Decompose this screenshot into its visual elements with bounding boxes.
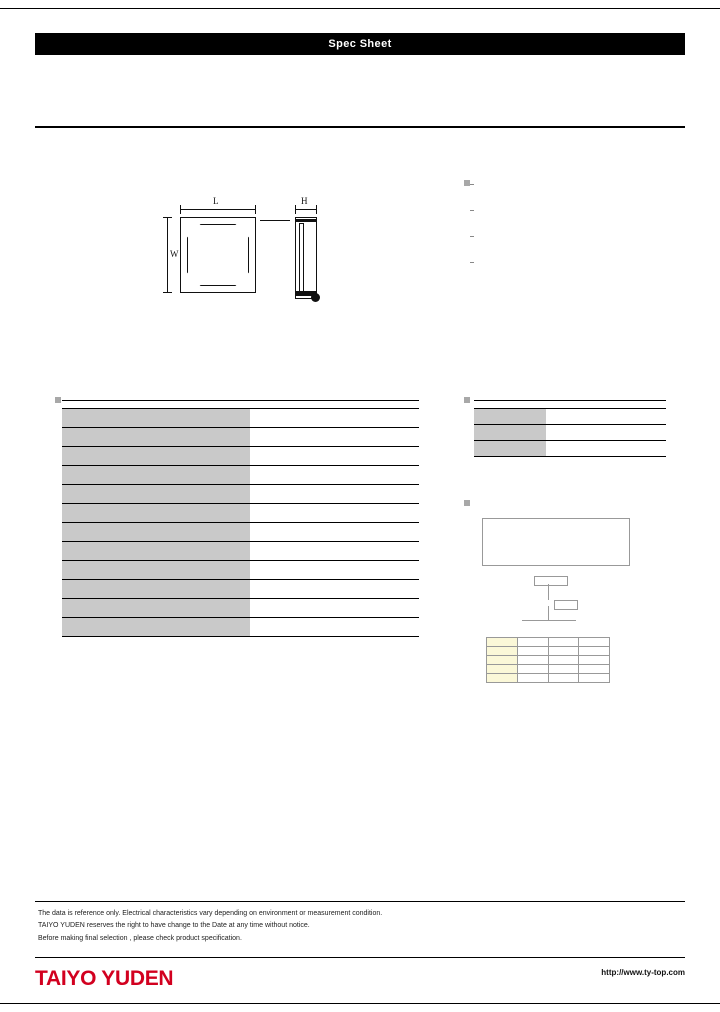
company-url[interactable]: http://www.ty-top.com (601, 968, 685, 977)
table-row (62, 599, 419, 618)
table-cell-key (62, 504, 250, 523)
flow-node (554, 600, 578, 610)
list-item (470, 202, 680, 228)
width-dim-line (167, 217, 168, 293)
table-cell-key (62, 466, 250, 485)
height-label: H (301, 196, 308, 206)
table-cell (517, 638, 548, 647)
test-conditions-box (482, 518, 630, 566)
table-cell (579, 674, 610, 683)
table-cell-value (546, 409, 666, 425)
table-cell-value (250, 599, 419, 618)
table-cell (548, 647, 579, 656)
specification-table (62, 408, 419, 637)
page-title: Spec Sheet (35, 33, 685, 55)
table-cell-value (250, 523, 419, 542)
table-row (62, 618, 419, 637)
side-view-core (299, 223, 304, 293)
footer-note-line: Before making final selection , please check product specification. (38, 934, 242, 942)
length-dim-line (180, 209, 256, 210)
table-cell (579, 665, 610, 674)
list-item (470, 228, 680, 254)
table-cell (579, 638, 610, 647)
footer-divider-top (35, 901, 685, 902)
length-label: L (213, 196, 219, 206)
table-cell-value (250, 561, 419, 580)
table-cell (487, 647, 518, 656)
table-row (487, 656, 610, 665)
process-flow-diagram (482, 572, 632, 632)
side-view-terminal (311, 293, 320, 302)
list-item (470, 254, 680, 280)
table-cell-key (62, 580, 250, 599)
header-divider (35, 126, 685, 128)
component-drawing (150, 195, 350, 330)
table-cell-value (250, 466, 419, 485)
table-cell-key (62, 618, 250, 637)
length-dim-tick-right (255, 205, 256, 214)
test-conditions-block (482, 518, 630, 566)
table-row (62, 580, 419, 599)
length-dim-tick-left (180, 205, 181, 214)
table-row (62, 523, 419, 542)
table-cell-key (62, 409, 250, 428)
table-row (487, 674, 610, 683)
table-cell-value (250, 409, 419, 428)
flow-connector (548, 606, 549, 620)
mini-table-heading-rule (474, 400, 666, 401)
table-cell (579, 647, 610, 656)
table-cell-key (62, 428, 250, 447)
spec-table-bullet (55, 397, 61, 403)
table-cell (487, 656, 518, 665)
table-cell (487, 665, 518, 674)
table-row (474, 425, 666, 441)
table-cell-key (62, 542, 250, 561)
table-cell (517, 647, 548, 656)
table-cell (487, 638, 518, 647)
table-cell-value (250, 447, 419, 466)
table-row (487, 638, 610, 647)
dash-icon (470, 262, 474, 263)
table-row (62, 447, 419, 466)
page-bottom-rule (0, 1003, 720, 1004)
side-view-pad-top (296, 219, 316, 222)
table-cell-value (250, 542, 419, 561)
company-logo: TAIYO YUDEN (35, 967, 174, 990)
table-row (62, 409, 419, 428)
flow-connector (522, 620, 576, 621)
table-cell-value (250, 485, 419, 504)
table-cell-value (546, 425, 666, 441)
view-leader-line (260, 220, 290, 221)
packaging-table (486, 637, 610, 683)
table-cell (548, 656, 579, 665)
features-list (470, 176, 680, 280)
ordering-table (474, 408, 666, 457)
height-dim-tick-right (316, 205, 317, 214)
test-block-bullet (464, 500, 470, 506)
table-cell-key (62, 485, 250, 504)
footer-disclaimer (38, 908, 678, 945)
width-dim-tick-top (163, 217, 172, 218)
table-row (487, 665, 610, 674)
table-row (487, 647, 610, 656)
table-cell (517, 674, 548, 683)
spec-table-heading-rule (62, 400, 419, 401)
flow-node (534, 576, 568, 586)
table-row (62, 504, 419, 523)
table-cell (548, 665, 579, 674)
table-cell-key (62, 447, 250, 466)
list-item (470, 176, 680, 202)
dash-icon (470, 236, 474, 237)
table-cell-key (62, 599, 250, 618)
footer-note-line: The data is reference only. Electrical characteristics vary depending on environment or measurement condition. (38, 910, 383, 917)
width-dim-tick-bottom (163, 292, 172, 293)
table-cell-value (250, 618, 419, 637)
footer-divider-bottom (35, 957, 685, 958)
table-cell (487, 674, 518, 683)
table-cell-key (474, 441, 546, 457)
table-cell (548, 638, 579, 647)
table-cell-value (250, 428, 419, 447)
table-row (474, 441, 666, 457)
flow-connector (548, 584, 549, 600)
height-dim-tick-left (295, 205, 296, 214)
table-cell-value (250, 504, 419, 523)
width-label: W (170, 249, 179, 259)
table-cell-key (62, 523, 250, 542)
table-cell (517, 656, 548, 665)
table-row (62, 428, 419, 447)
table-cell-key (62, 561, 250, 580)
mini-table-bullet (464, 397, 470, 403)
table-row (62, 542, 419, 561)
table-cell-key (474, 409, 546, 425)
table-cell-value (546, 441, 666, 457)
table-row (474, 409, 666, 425)
table-row (62, 466, 419, 485)
dash-icon (470, 210, 474, 211)
table-row (62, 485, 419, 504)
table-row (62, 561, 419, 580)
table-cell-value (250, 580, 419, 599)
page-top-rule (0, 8, 720, 9)
table-cell (579, 656, 610, 665)
table-cell (548, 674, 579, 683)
footer-note-line: TAIYO YUDEN reserves the right to have change to the Date at any time without notice. (38, 922, 310, 930)
table-cell-key (474, 425, 546, 441)
dash-icon (470, 184, 474, 185)
table-cell (517, 665, 548, 674)
height-dim-line (295, 209, 317, 210)
top-view-octagon (187, 224, 249, 286)
